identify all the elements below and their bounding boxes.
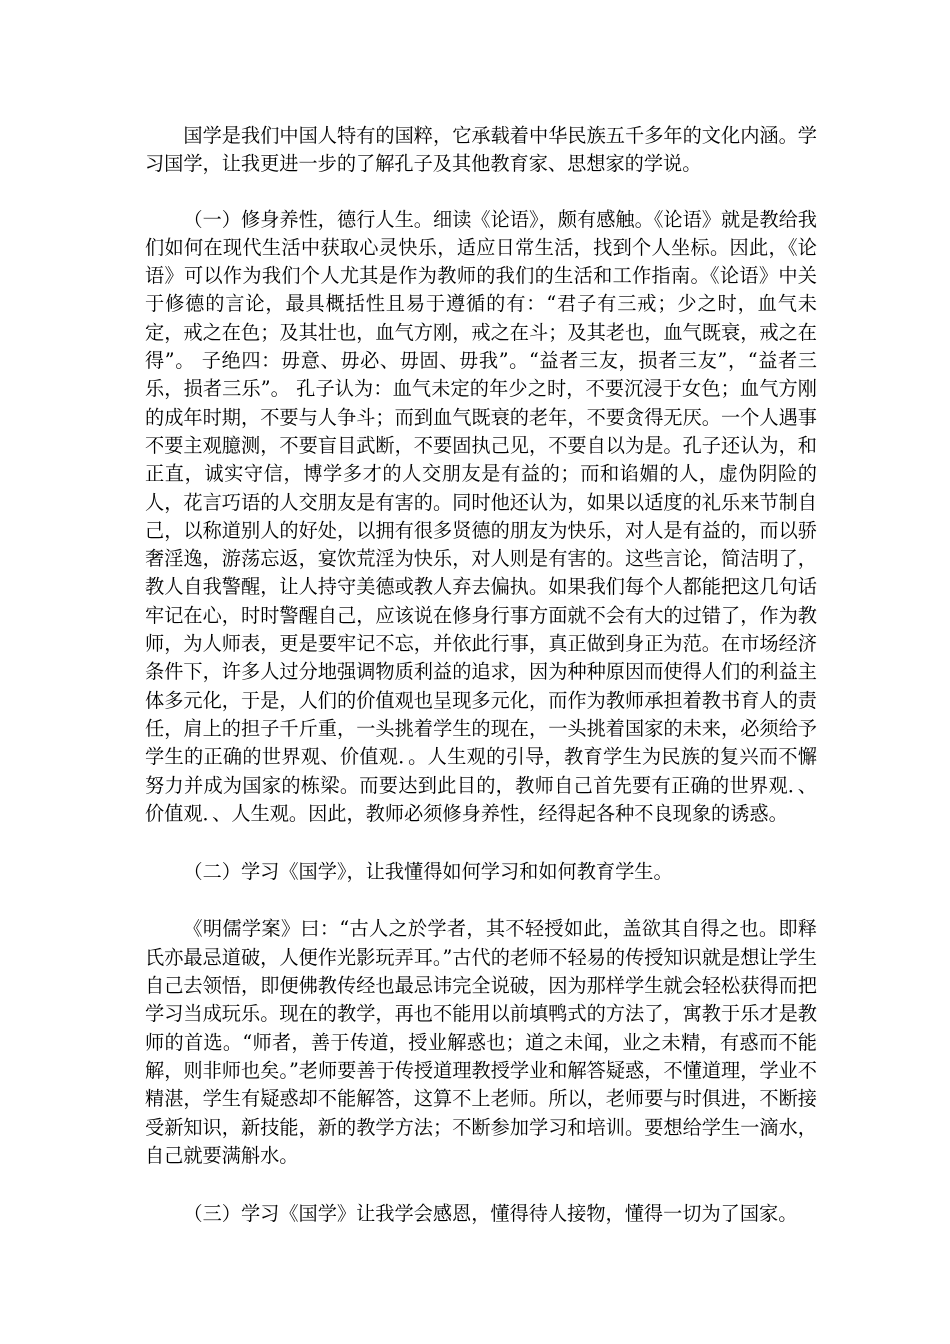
document-page xyxy=(145,122,817,1228)
section-3-heading: （三）学习《国学》让我学会感恩，懂得待人接物，懂得一切为了国家。 xyxy=(183,1202,798,1226)
section-1-paragraph: （一）修身养性，德行人生。细读《论语》，颇有感触。《论语》就是教给我们如何在现代生活中获取心灵快乐，适应日常生活，找到个人坐标。因此，《论语》可以作为我们个人尤其是作为教师的我们的生活和工作指南。《论语》中关于修德的言论，最具概括性且易于遵循的有：“君子有三戒；少之时，血气未定，戒之在色；及其壮也，血气方刚，戒之在斗；及其老也，血气既衰，戒之在得”。 子绝四：毋意、毋必、毋固、毋我”。“益者三友，损者三友”，“益者三乐，损者三乐”。 孔子认为：血气未定的年少之时，不要沉浸于女色；血气方刚的成年时期，不要与人争斗；而到血气既衰的老年，不要贪得无厌。一个人遇事不要主观臆测，不要盲目武断，不要固执己见，不要自以为是。孔子还认为，和正直，诚实守信，博学多才的人交朋友是有益的；而和谄媚的人，虚伪阴险的人，花言巧语的人交朋友是有害的。同时他还认为，如果以适度的礼乐来节制自己，以称道别人的好处，以拥有很多贤德的朋友为快乐，对人是有益的，而以骄奢淫逸，游荡忘返，宴饮荒淫为快乐，对人则是有害的。这些言论，简洁明了，教人自我警醒，让人持守美德或教人弃去偏执。如果我们每个人都能把这几句话牢记在心，时时警醒自己，应该说在修身行事方面就不会有大的过错了，作为教师，为人师表，更是要牢记不忘，并依此行事，真正做到身正为范。在市场经济条件下，许多人过分地强调物质利益的追求，因为种种原因而使得人们的利益主体多元化，于是，人们的价值观也呈现多元化，而作为教师承担着教书育人的责任，肩上的担子千斤重，一头挑着学生的现在，一头挑着国家的未来，必须给予学生的正确的世界观、价值观．。人生观的引导，教育学生为民族的复兴而不懈努力并成为国家的栋梁。而要达到此目的，教师自己首先要有正确的世界观．、价值观．、人生观。因此，教师必须修身养性，经得起各种不良现象的诱惑。 xyxy=(145,207,817,825)
section-2-heading: （二）学习《国学》，让我懂得如何学习和如何教育学生。 xyxy=(183,860,673,884)
intro-paragraph: 国学是我们中国人特有的国粹，它承载着中华民族五千多年的文化内涵。学习国学，让我更进一步的了解孔子及其他教育家、思想家的学说。 xyxy=(145,124,817,176)
section-2-paragraph: 《明儒学案》曰：“古人之於学者，其不轻授如此，盖欲其自得之也。即释氏亦最忌道破，人便作光影玩弄耳。”古代的老师不轻易的传授知识就是想让学生自己去领悟，即便佛教传经也最忌讳完全说破，因为那样学生就会轻松获得而把学习当成玩乐。现在的教学，再也不能用以前填鸭式的方法了，寓教于乐才是教师的首选。“师者，善于传道，授业解惑也；道之未闻，业之未精，有惑而不能解，则非师也矣。”老师要善于传授道理教授学业和解答疑惑，不懂道理，学业不精湛，学生有疑惑却不能解答，这算不上老师。所以，老师要与时俱进，不断接受新知识，新技能，新的教学方法；不断参加学习和培训。要想给学生一滴水，自己就要满斛水。 xyxy=(145,917,817,1167)
